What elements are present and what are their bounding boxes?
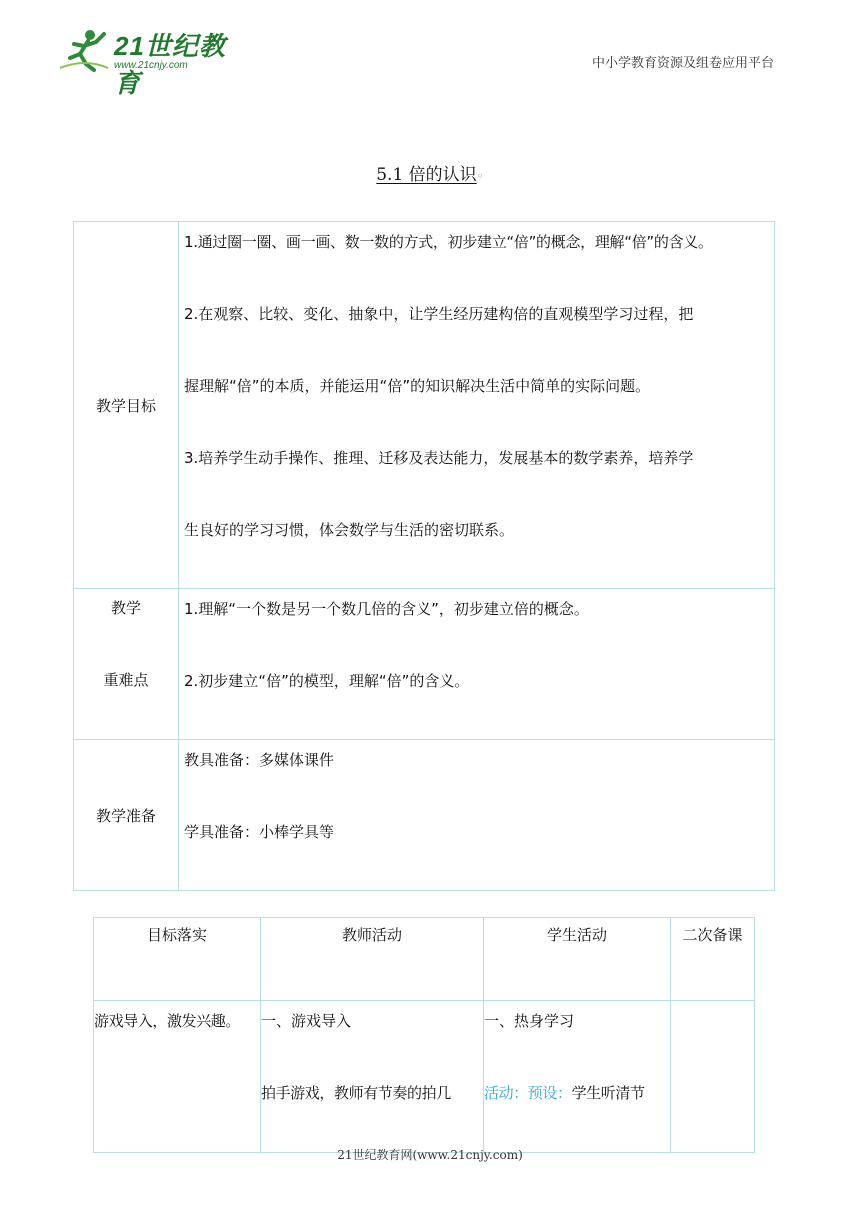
prep-content	[179, 740, 775, 891]
student-cell	[484, 1001, 671, 1153]
teacher-line: 一、游戏导入	[261, 1012, 352, 1030]
student-line: 一、热身学习	[484, 1012, 575, 1030]
key-point-line: 1.理解“一个数是另一个数几倍的含义”，初步建立倍的概念。	[184, 600, 589, 618]
page-footer: 21世纪教育网(www.21cnjy.com)	[337, 1148, 523, 1162]
running-figure-icon	[60, 28, 110, 72]
goal-cell	[94, 1001, 261, 1153]
title-mark: ◦	[476, 169, 484, 183]
student-line	[484, 1079, 670, 1151]
logo-text: 21世纪教育	[114, 31, 226, 98]
key-point-line: 2.初步建立“倍”的模型，理解“倍”的含义。	[184, 672, 470, 690]
objective-line: 生良好的学习习惯，体会数学与生活的密切联系。	[184, 521, 515, 539]
header-student: 学生活动	[484, 918, 671, 1001]
activity-table	[93, 917, 755, 1153]
objectives-label: 教学目标	[74, 222, 179, 589]
objectives-content	[179, 222, 775, 589]
objective-line: 1.通过圈一圈、画一画、数一数的方式，初步建立“倍”的概念，理解“倍”的含义。	[184, 233, 713, 251]
teacher-cell	[261, 1001, 484, 1153]
student-highlight: 活动：预设：	[484, 1084, 572, 1102]
revision-cell	[671, 1001, 755, 1153]
prep-row	[74, 740, 775, 891]
header-goal: 目标落实	[94, 918, 261, 1001]
key-points-row	[74, 589, 775, 740]
student-rest: 学生听清节	[571, 1084, 645, 1102]
objective-line: 2.在观察、比较、变化、抽象中，让学生经历建构倍的直观模型学习过程，把	[184, 305, 694, 323]
objectives-row	[74, 222, 775, 589]
goal-text: 游戏导入，激发兴趣。	[94, 1012, 241, 1030]
activity-row	[94, 1001, 755, 1153]
objective-line: 3.培养学生动手操作、推理、迁移及表达能力，发展基本的数学素养，培养学	[184, 449, 694, 467]
document-title	[0, 160, 860, 185]
key-points-label-line2: 重难点	[103, 671, 149, 689]
prep-label: 教学准备	[74, 740, 179, 891]
logo-url: www.21cnjy.com	[114, 60, 188, 71]
key-points-label	[74, 589, 179, 740]
platform-name: 中小学教育资源及组卷应用平台	[591, 56, 774, 71]
title-text: 5.1 倍的认识	[376, 165, 477, 185]
lesson-plan-table	[73, 221, 775, 891]
site-logo	[60, 26, 230, 98]
header-teacher: 教师活动	[261, 918, 484, 1001]
header-revision: 二次备课	[671, 918, 755, 1001]
key-points-content	[179, 589, 775, 740]
prep-line: 学具准备：小棒学具等	[184, 823, 335, 841]
teacher-line: 拍手游戏，教师有节奏的拍几	[261, 1084, 451, 1102]
key-points-label-line1: 教学	[110, 599, 141, 617]
objective-line: 握理解“倍”的本质，并能运用“倍”的知识解决生活中简单的实际问题。	[184, 377, 651, 395]
activity-header-row	[94, 918, 755, 1001]
prep-line: 教具准备：多媒体课件	[184, 751, 335, 769]
